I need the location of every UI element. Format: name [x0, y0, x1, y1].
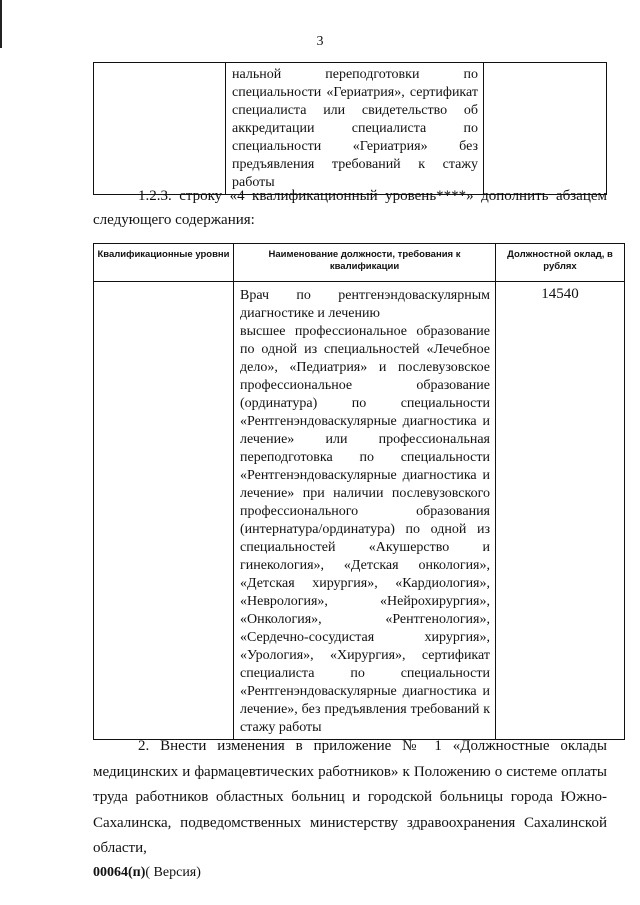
table-header-row	[94, 244, 625, 282]
document-footer	[93, 865, 201, 881]
paragraph-2: 2. Внести изменения в приложение № 1 «Должностные оклады медицинских и фармацевтических работников» к Положению о системе оплаты труда работников областных больниц и городской больницы города Южно-Сахалинска, подведомственных министерству здравоохранения Сахалинской области,	[93, 738, 607, 856]
document-version: ( Версия)	[145, 865, 201, 880]
salary-cell	[496, 282, 625, 740]
page-number: 3	[316, 34, 324, 49]
position-title: Врач по рентгенэндоваскулярным диагностике и лечению	[240, 288, 490, 321]
header-qualification-levels: Квалификационные уровни	[94, 244, 234, 282]
table-row	[94, 282, 625, 740]
table1-salary-cell	[484, 63, 607, 195]
table1-level-cell	[94, 63, 226, 195]
table1-requirements-text: нальной переподготовки по специальности «Гериатрия», сертификат специалиста или свидетельство об аккредитации специалиста по специальности «Гериатрия» без предъявления требований к стажу работы	[232, 67, 478, 190]
header-position-requirements: Наименование должности, требования к квалификации	[234, 244, 496, 282]
salary-value: 14540	[541, 286, 579, 302]
paragraph-1-2-3: 1.2.3. строку «4 квалификационный уровень****» дополнить абзацем следующего содержания:	[93, 188, 607, 228]
qualification-table	[93, 243, 625, 740]
position-requirements: высшее профессиональное образование по одной из специальностей «Лечебное дело», «Педиатрия» и послевузовское профессиональное образование (ординатура) по специальности «Рентгенэндоваскулярные диагностика и лечение» или профессиональная переподготовка по специальности «Рентгенэндоваскулярные диагностика и лечение» при наличии послевузовского профессионального образования (интернатура/ординатура) по одной из специальностей «Акушерство и гинекология», «Детская онкология», «Детская хирургия», «Кардиология», «Неврология», «Нейрохирургия», «Онкология», «Рентгенология», «Сердечно-сосудистая хирургия», «Урология», «Хирургия», сертификат специалиста по специальности «Рентгенэндоваскулярные диагностика и лечение», без предъявления требований к стажу работы	[240, 324, 490, 735]
document-code: 00064(п)	[93, 865, 146, 880]
position-cell	[234, 282, 496, 740]
continued-table	[93, 62, 607, 195]
table1-requirements-cell	[226, 63, 484, 195]
header-salary: Должностной оклад, в рублях	[496, 244, 625, 282]
level-cell	[94, 282, 234, 740]
